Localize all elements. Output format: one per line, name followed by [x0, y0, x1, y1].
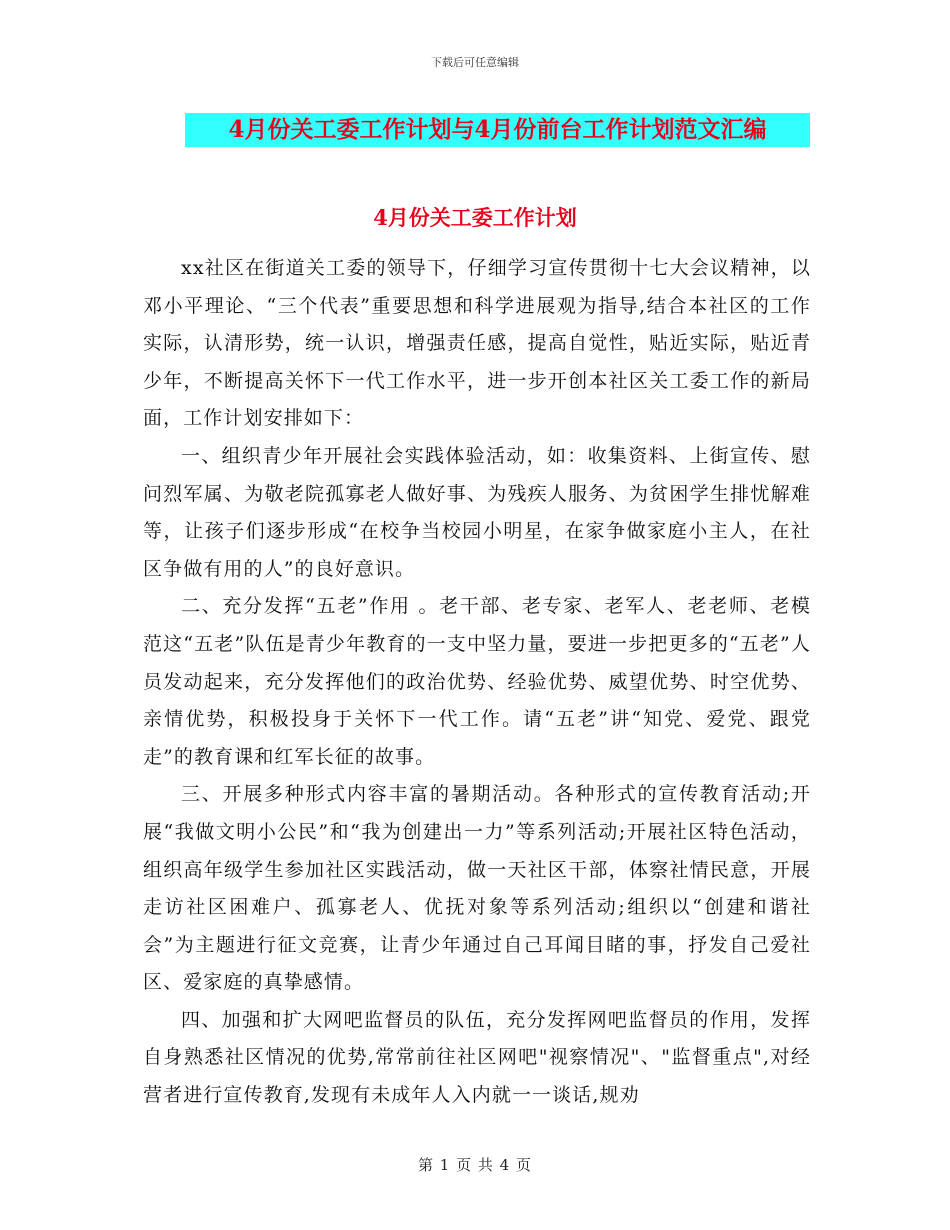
paragraph-intro: xx社区在街道关工委的领导下，仔细学习宣传贯彻十七大会议精神，以邓小平理论、“三个代表”重要思想和科学进展观为指导,结合本社区的工作实际，认清形势，统一认识，增强责任感，提高自觉性，贴近实际，贴近青少年，不断提高关怀下一代工作水平，进一步开创本社区关工委工作的新局面，工作计划安排如下： — [143, 257, 811, 430]
paragraph-item-4: 四、加强和扩大网吧监督员的队伍，充分发挥网吧监督员的作用，发挥自身熟悉社区情况的优势,常常前往社区网吧"视察情况"、"监督重点",对经营者进行宣传教育,发现有未成年人入内就一一谈话,规劝 — [143, 1008, 811, 1107]
document-title: 4月份关工委工作计划与4月份前台工作计划范文汇编 — [185, 113, 810, 147]
paragraph-item-1: 一、组织青少年开展社会实践体验活动，如：收集资料、上街宣传、慰问烈军属、为敬老院孤寡老人做好事、为残疾人服务、为贫困学生排忧解难等，让孩子们逐步形成“在校争当校园小明星，在家争做家庭小主人，在社区争做有用的人”的良好意识。 — [143, 444, 811, 580]
paragraph-item-2: 二、充分发挥“五老”作用 。老干部、老专家、老军人、老老师、老模范这“五老”队伍是青少年教育的一支中坚力量，要进一步把更多的“五老”人员发动起来，充分发挥他们的政治优势、经验优势、威望优势、时空优势、亲情优势，积极投身于关怀下一代工作。请“五老”讲“知党、爱党、跟党走”的教育课和红军长征的故事。 — [143, 595, 811, 768]
header-note: 下载后可任意编辑 — [431, 56, 519, 69]
page-footer: 第 1 页 共 4 页 — [418, 1156, 532, 1174]
paragraph-item-3: 三、开展多种形式内容丰富的暑期活动。各种形式的宣传教育活动;开展“我做文明小公民”和“我为创建出一力”等系列活动;开展社区特色活动，组织高年级学生参加社区实践活动，做一天社区干部，体察社情民意，开展走访社区困难户、孤寡老人、优抚对象等系列活动;组织以“创建和谐社会”为主题进行征文竞赛，让青少年通过自己耳闻目睹的事，抒发自己爱社区、爱家庭的真挚感情。 — [143, 783, 811, 994]
body-text — [143, 250, 811, 1115]
section-title: 4月份关工委工作计划 — [373, 205, 577, 230]
